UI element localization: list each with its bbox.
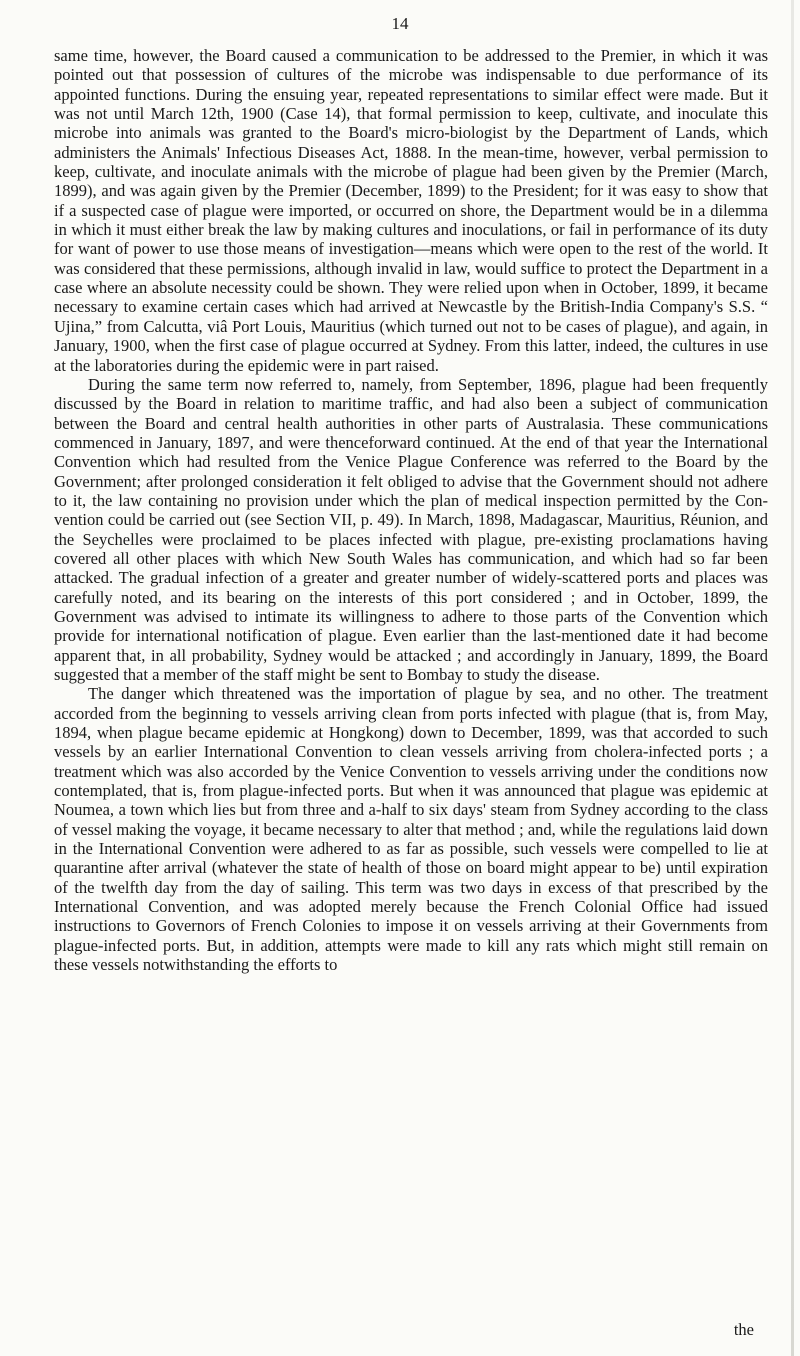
page-edge [791, 0, 794, 1356]
page-number: 14 [391, 14, 409, 33]
paragraph-1: same time, however, the Board caused a communication to be addressed to the Premier, in which it was pointed out that possession of cultures of the microbe was indispensable to due performance of its appointed functions. During the ensuing year, repeated representations to similar effect were made. But it was not until March 12th, 1900 (Case 14), that formal permission to keep, cultivate, and inoculate this microbe into animals was granted to the Board's micro-biologist by the Department of Lands, which administers the Animals' Infectious Diseases Act, 1888. In the mean-time, however, verbal permission to keep, cultivate, and inoculate animals with the microbe of plague had been given by the Premier (March, 1899), and was again given by the Premier (December, 1899) to the President; for it was easy to show that if a suspected case of plague were imported, or occurred on shore, the Department would be in a dilemma in which it must either break the law by making cultures and inoculations, or fail in performance of its duty for want of power to use those means of investigation—means which were open to the rest of the world. It was considered that these permissions, although invalid in law, would suffice to protect the Department in a case where an absolute necessity could be shown. They were relied upon when in October, 1899, it became necessary to examine certain cases which had arrived at Newcastle by the British-India Company's S.S. “ Ujina,” from Calcutta, viâ Port Louis, Mauritius (which turned out not to be cases of plague), and again, in January, 1900, when the first case of plague occurred at Sydney. From this latter, indeed, the cultures in use at the laboratories during the epidemic were in part raised. [54, 46, 768, 375]
body-text [54, 46, 768, 975]
paragraph-3: The danger which threatened was the importation of plague by sea, and no other. The treatment accorded from the beginning to vessels arriving clean from ports infected with plague (that is, from May, 1894, when plague became epidemic at Hongkong) down to December, 1899, was that accorded to such vessels by an earlier International Convention to clean vessels arriving from cholera-infected ports ; a treatment which was also accorded by the Venice Convention to vessels arriving under the conditions now contemplated, that is, from plague-infected ports. But when it was announced that plague was epidemic at Noumea, a town which lies but from three and a-half to six days' steam from Sydney according to the class of vessel making the voyage, it became necessary to alter that method ; and, while the regulations laid down in the International Convention were adhered to as far as possible, such vessels were compelled to lie at quarantine after arrival (whatever the state of health of those on board might appear to be) until expiration of the twelfth day from the day of sailing. This term was two days in excess of that prescribed by the International Convention, and was adopted merely because the French Colonial Office had issued instructions to Governors of French Colonies to impose it on vessels arriving at their Governments from plague-infected ports. But, in addition, attempts were made to kill any rats which might still remain on these vessels notwithstanding the efforts to [54, 684, 768, 975]
paragraph-2: During the same term now referred to, namely, from September, 1896, plague had been frequently discussed by the Board in relation to maritime traffic, and had also been a subject of communication between the Board and central health authorities in other parts of Australasia. These communications commenced in January, 1897, and were thenceforward continued. At the end of that year the International Convention which had resulted from the Venice Plague Conference was referred to the Board by the Government; after prolonged consideration it felt obliged to advise that the Government should not adhere to it, the law containing no provision under which the plan of medical inspection permitted by the Con-vention could be carried out (see Section VII, p. 49). In March, 1898, Madagascar, Mauritius, Réunion, and the Seychelles were proclaimed to be places infected with plague, pre-existing proclamations having covered all other places with which New South Wales has communication, and which had so far been attacked. The gradual infection of a greater and greater number of widely-scattered ports and places was carefully noted, and its bearing on the interests of this port considered ; and in October, 1899, the Government was advised to intimate its willingness to adhere to those parts of the Convention which provide for international notification of plague. Even earlier than the last-mentioned date it had become apparent that, in all probability, Sydney would be attacked ; and accordingly in January, 1899, the Board suggested that a member of the staff might be sent to Bombay to study the disease. [54, 374, 768, 684]
catchword: the [733, 1320, 754, 1339]
